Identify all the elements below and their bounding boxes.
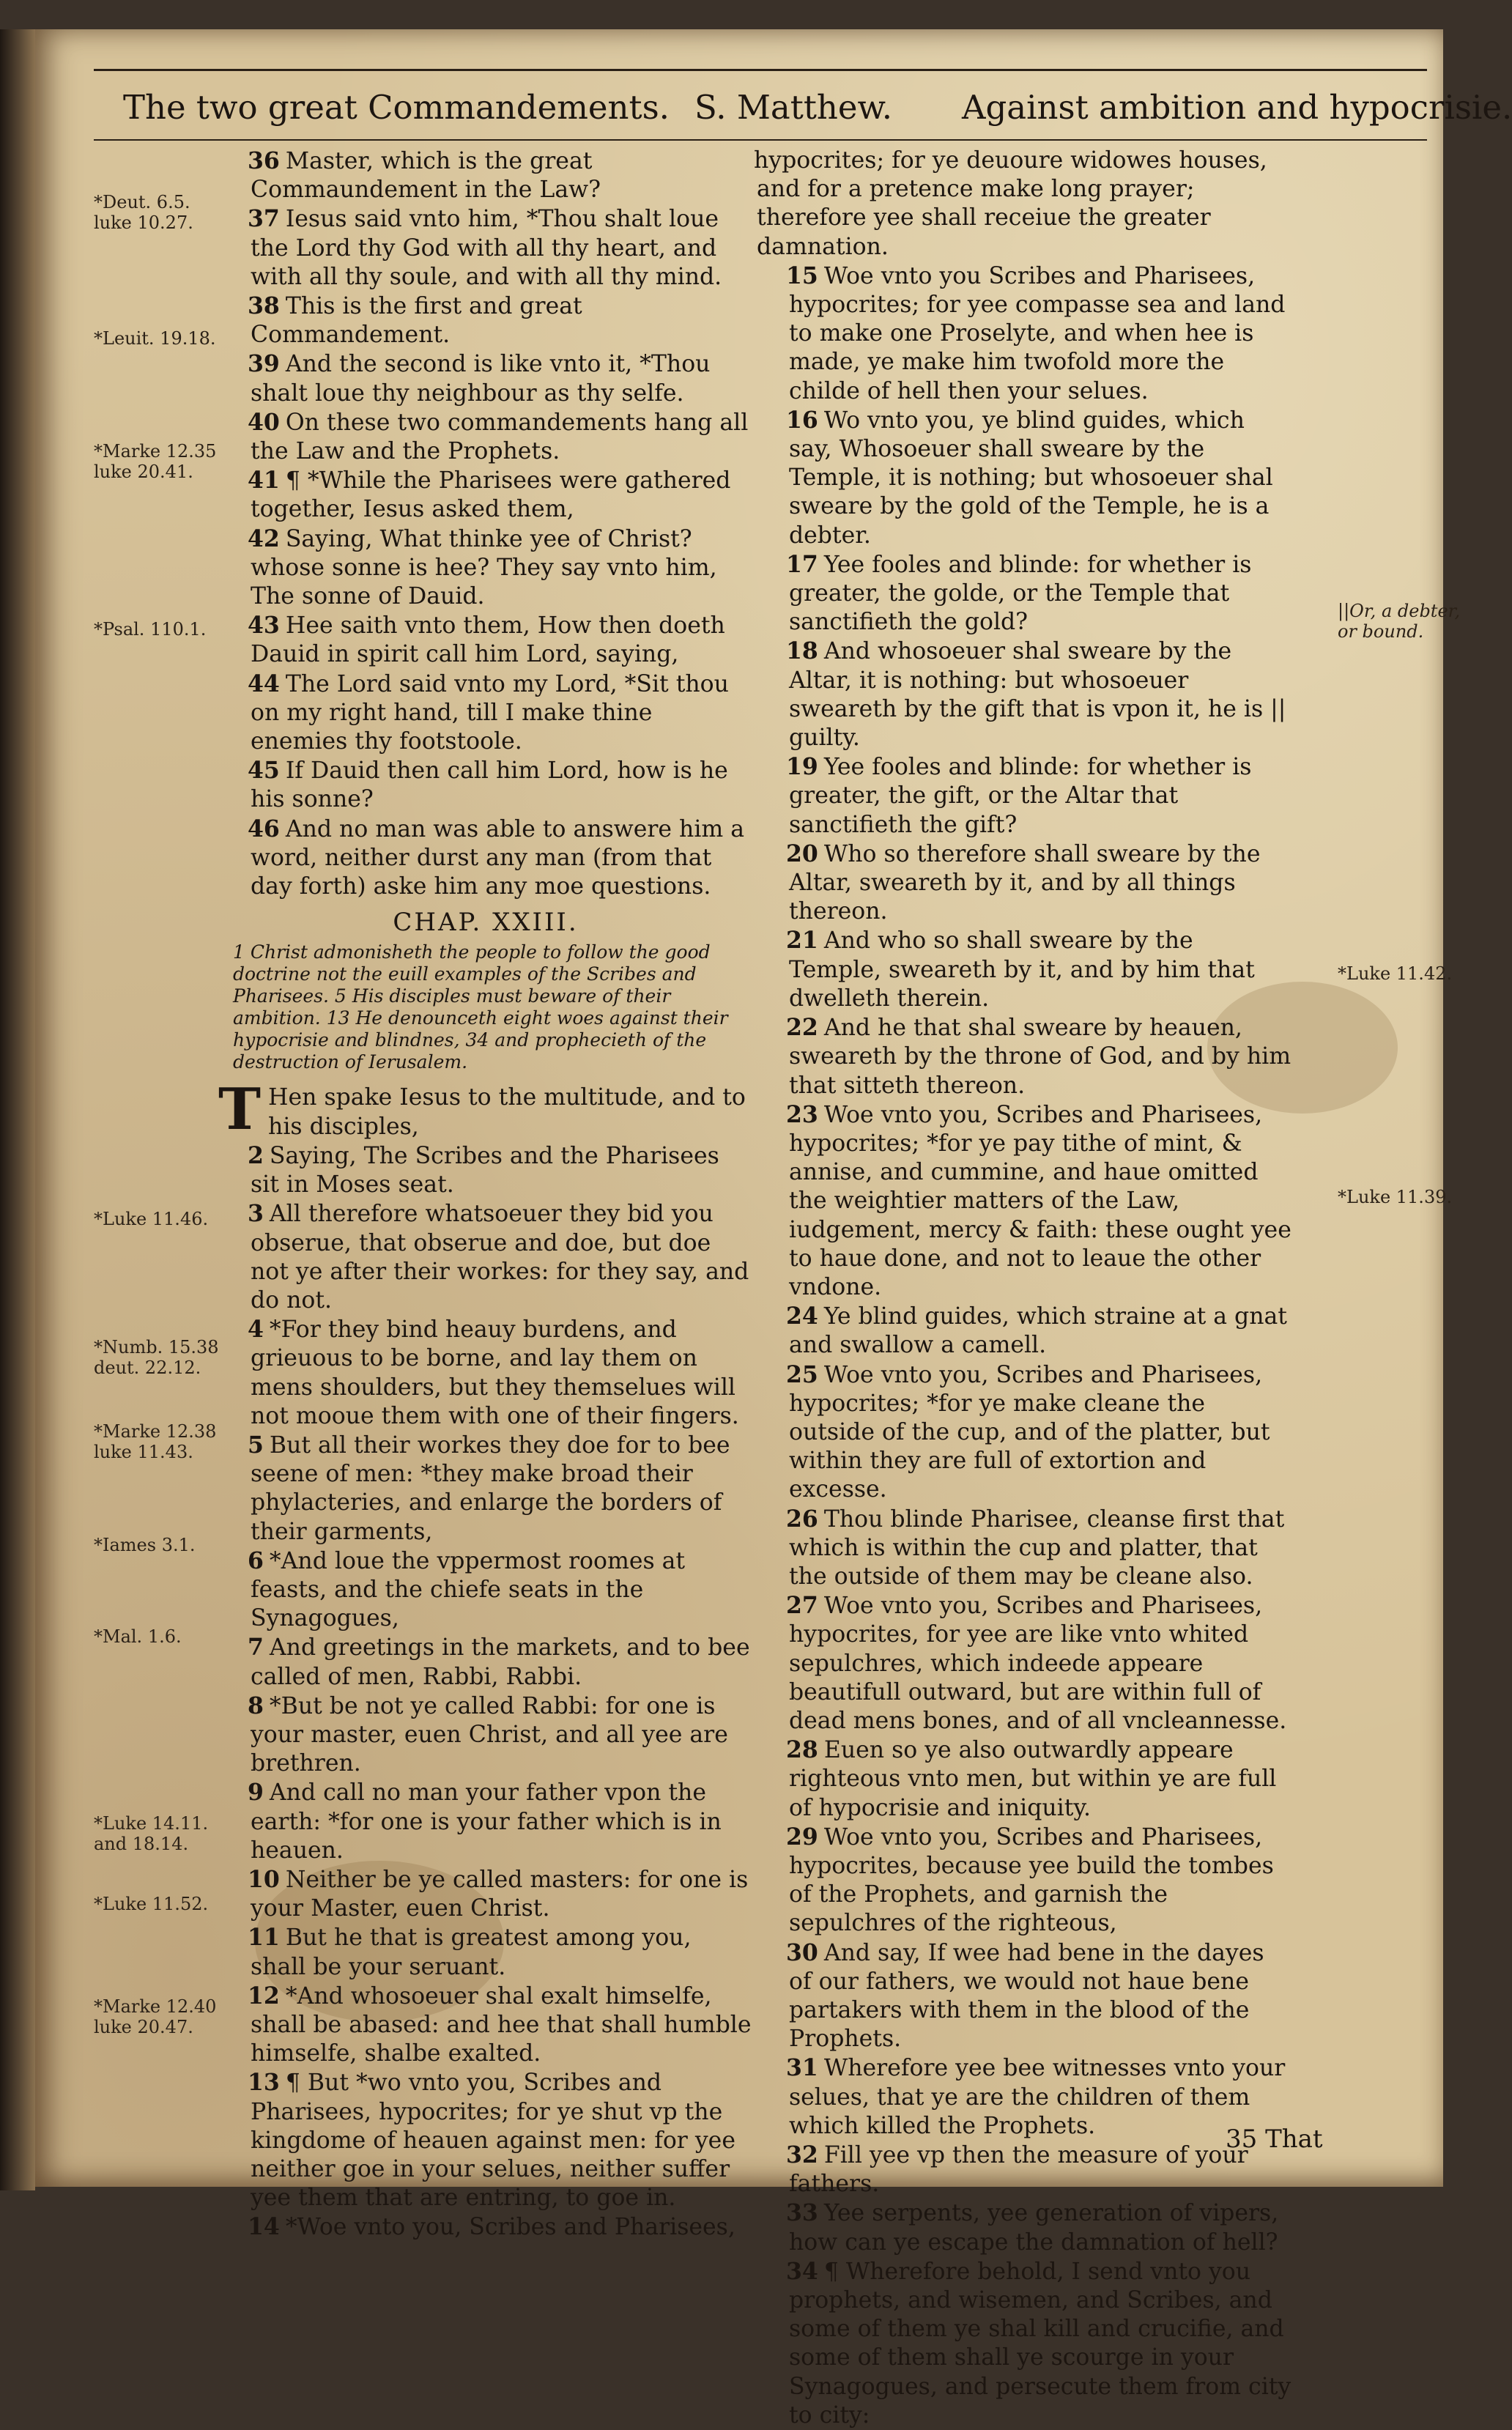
verse: 22 And he that shal sweare by heauen, sweareth by the throne of God, and by him that sitteth thereon. xyxy=(786,1014,1292,1099)
verse: 27 Woe vnto you, Scribes and Pharisees, hypocrites, for yee are like vnto whited sepulchres, which indeede appeare beautifull outward, but are within full of dead mens bones, and of all vncleannesse. xyxy=(786,1592,1287,1734)
verse: 15 Woe vnto you Scribes and Pharisees, hypocrites; for yee compasse sea and land to make one Proselyte, and when hee is made, ye make him twofold more the childe of hell then your selues. xyxy=(786,262,1286,404)
verse: 31 Wherefore yee bee witnesses vnto your selues, that ye are the children of them which killed the Prophets. xyxy=(786,2054,1286,2139)
margin-note: *Luke 11.52. xyxy=(94,1894,209,1914)
running-title-left: The two great Commandements. xyxy=(123,88,670,127)
verse: 3 All therefore whatsoeuer they bid you obserue, that obserue and doe, but doe not ye after their workes: for they say, and do not. xyxy=(248,1200,749,1314)
margin-note: *Numb. 15.38 deut. 22.12. xyxy=(94,1337,219,1378)
running-title-right: Against ambition and hypocrisie. xyxy=(962,88,1512,127)
margin-note: *Luke 11.46. xyxy=(94,1209,209,1229)
verse: 41 ¶ *While the Pharisees were gathered together, Iesus asked them, xyxy=(248,467,731,523)
verse: 28 Euen so ye also outwardly appeare righteous vnto men, but within ye are full of hypocrisie and iniquity. xyxy=(786,1736,1277,1821)
verse: 4 *For they bind heauy burdens, and grieuous to be borne, and lay them on mens shoulders, but they themselues will not mooue them with one of their fingers. xyxy=(248,1316,739,1429)
verse: 24 Ye blind guides, which straine at a gnat and swallow a camell. xyxy=(786,1303,1287,1359)
catchword: 35 That xyxy=(1226,2125,1323,2154)
margin-note: *Luke 11.42. xyxy=(1338,963,1453,984)
verse: 8 *But be not ye called Rabbi: for one is your master, euen Christ, and all yee are brethren. xyxy=(248,1692,728,1777)
margin-note: *Luke 14.11. and 18.14. xyxy=(94,1813,209,1854)
verse: 46 And no man was able to answere him a word, neither durst any man (from that day forth) aske him any moe questions. xyxy=(248,815,745,900)
margin-note: *Marke 12.40 luke 20.47. xyxy=(94,1996,217,2037)
verse: 16 Wo vnto you, ye blind guides, which say, Whosoeuer shall sweare by the Temple, it is nothing; but whosoeuer shal sweare by the gold of the Temple, he is a debter. xyxy=(786,406,1273,549)
verse: 23 Woe vnto you, Scribes and Pharisees, hypocrites; *for ye pay tithe of mint, & annise, and cummine, and haue omitted the weightier matters of the Law, iudgement, mercy & faith: these ought yee to haue done, and not to leaue the other vndone. xyxy=(786,1100,1292,1300)
verse: 43 Hee saith vnto them, How then doeth Dauid in spirit call him Lord, saying, xyxy=(248,612,725,668)
verse: 44 The Lord said vnto my Lord, *Sit thou on my right hand, till I make thine enemies thy footstoole. xyxy=(248,670,729,755)
verse: 17 Yee fooles and blinde: for whether is greater, the golde, or the Temple that sanctifieth the gold? xyxy=(786,550,1252,636)
verse: 33 Yee serpents, yee generation of vipers, how can ye escape the damnation of hell? xyxy=(786,2199,1279,2256)
verse-continuation: hypocrites; for ye deuoure widowes houses, and for a pretence make long prayer; therefore yee shall receiue the greater damnation. xyxy=(754,147,1267,260)
verse: 38 This is the first and great Commandement. xyxy=(248,292,582,349)
verse: 21 And who so shall sweare by the Temple, sweareth by it, and by him that dwelleth therein. xyxy=(786,927,1255,1012)
chapter-summary: 1 Christ admonisheth the people to follow the good doctrine not the euill examples of the Scribes and Pharisees. 5 His disciples must beware of their ambition. 13 He denounceth eight woes against their hypocrisie and blindnes, 34 and prophecieth of the destruction of Ierusalem. xyxy=(233,941,728,1073)
verse: 6 *And loue the vppermost roomes at feasts, and the chiefe seats in the Synagogues, xyxy=(248,1546,686,1632)
verse: 37 Iesus said vnto him, *Thou shalt loue the Lord thy God with all thy heart, and with all thy soule, and with all thy mind. xyxy=(248,205,722,290)
header-rule-top xyxy=(94,69,1427,71)
verse: 42 Saying, What thinke yee of Christ? whose sonne is hee? They say vnto him, The sonne of Dauid. xyxy=(248,525,717,610)
verse: 12 *And whosoeuer shal exalt himselfe, shall be abased: and hee that shall humble himselfe, shalbe exalted. xyxy=(248,1982,752,2067)
verse: 9 And call no man your father vpon the earth: *for one is your father which is in heauen. xyxy=(248,1779,722,1864)
margin-note: *Deut. 6.5. luke 10.27. xyxy=(94,192,193,233)
margin-note: *Mal. 1.6. xyxy=(94,1626,182,1647)
margin-note: *Iames 3.1. xyxy=(94,1535,196,1555)
verse: 20 Who so therefore shall sweare by the Altar, sweareth by it, and by all things thereon. xyxy=(786,840,1261,925)
verse: 10 Neither be ye called masters: for one is your Master, euen Christ. xyxy=(248,1865,749,1922)
verse: 36 Master, which is the great Commaundement in the Law? xyxy=(248,147,601,204)
book-binding xyxy=(0,29,35,2190)
margin-note: *Luke 11.39. xyxy=(1338,1187,1453,1207)
verse: 32 Fill yee vp then the measure of your fathers. xyxy=(786,2141,1248,2198)
margin-note: *Marke 12.35 luke 20.41. xyxy=(94,441,217,482)
margin-note: *Psal. 110.1. xyxy=(94,619,207,640)
margin-note: *Marke 12.38 luke 11.43. xyxy=(94,1421,217,1462)
verse: 19 Yee fooles and blinde: for whether is greater, the gift, or the Altar that sanctifieth the gift? xyxy=(786,753,1252,838)
verse: 39 And the second is like vnto it, *Thou shalt loue thy neighbour as thy selfe. xyxy=(248,350,711,407)
verse: 14 *Woe vnto you, Scribes and Pharisees, xyxy=(248,2213,735,2241)
verse: 25 Woe vnto you, Scribes and Pharisees, hypocrites; *for ye make cleane the outside of the cup, and of the platter, but within they are full of extortion and excesse. xyxy=(786,1360,1270,1503)
verse: 18 And whosoeuer shal sweare by the Altar, it is nothing: but whosoeuer sweareth by the gift that is vpon it, he is || guilty. xyxy=(786,637,1286,752)
verse: 13 ¶ But *wo vnto you, Scribes and Pharisees, hypocrites; for ye shut vp the kingdome of heauen against men: for yee neither goe in your selues, neither suffer yee them that are entring, to goe in. xyxy=(248,2069,735,2212)
running-title-book: S. Matthew. xyxy=(694,88,892,127)
verse: 45 If Dauid then call him Lord, how is he his sonne? xyxy=(248,757,728,813)
chapter-heading: CHAP. XXIII. xyxy=(393,908,579,938)
page-header xyxy=(79,60,1512,141)
verse: 5 But all their workes they doe for to bee seene of men: *they make broad their phylacteries, and enlarge the borders of their garments, xyxy=(248,1431,730,1545)
left-column xyxy=(218,147,753,2242)
verse: 29 Woe vnto you, Scribes and Pharisees, hypocrites, because yee build the tombes of the Prophets, and garnish the sepulchres of the righteous, xyxy=(786,1823,1274,1937)
verse: 30 And say, If wee had bene in the dayes of our fathers, we would not haue bene partakers with them in the blood of the Prophets. xyxy=(786,1938,1264,2053)
verse: 2 Saying, The Scribes and the Pharisees sit in Moses seat. xyxy=(248,1141,719,1199)
header-rule-bottom xyxy=(94,139,1427,141)
first-verse: T Hen spake Iesus to the multitude, and to his disciples, xyxy=(218,1076,746,1144)
verse: 11 But he that is greatest among you, shall be your seruant. xyxy=(248,1924,692,1980)
drop-cap: T xyxy=(218,1076,262,1144)
verse: 34 ¶ Wherefore behold, I send vnto you prophets, and wisemen, and Scribes, and some of them ye shal kill and crucifie, and some of them shall ye scourge in your Synagogues, and persecute them from city to city: xyxy=(786,2257,1292,2429)
verse: 40 On these two commandements hang all the Law and the Prophets. xyxy=(248,408,749,465)
right-column xyxy=(754,147,1292,2430)
bible-page xyxy=(35,29,1512,2429)
margin-note: ||Or, a debter, or bound. xyxy=(1338,601,1461,642)
margin-note: *Leuit. 19.18. xyxy=(94,328,216,349)
verse: 7 And greetings in the markets, and to bee called of men, Rabbi, Rabbi. xyxy=(248,1634,750,1690)
verse: 26 Thou blinde Pharisee, cleanse first that which is within the cup and platter, that the outside of them may be cleane also. xyxy=(786,1505,1285,1590)
